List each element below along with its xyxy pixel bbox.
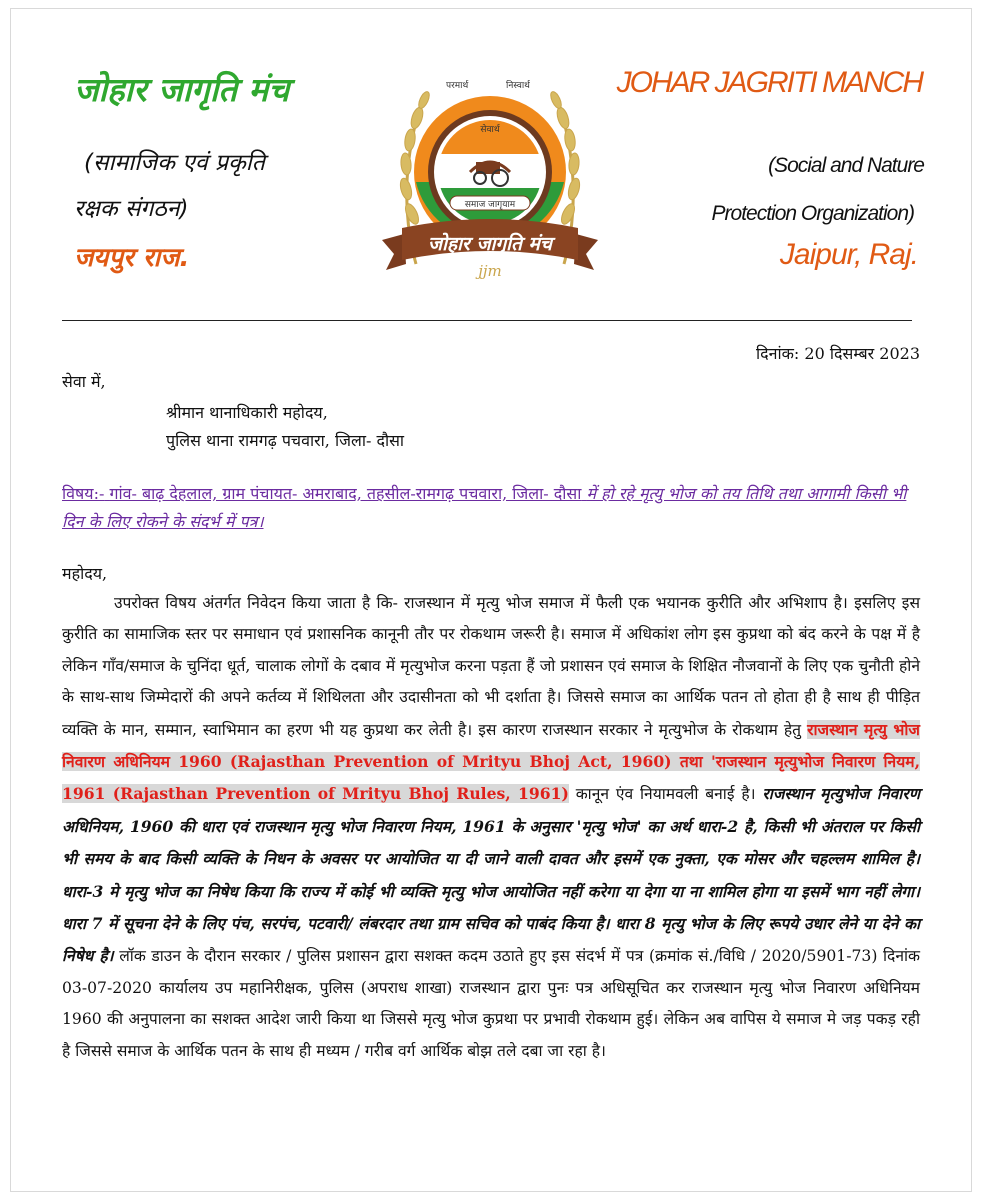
salutation: महोदय, [62, 564, 108, 583]
hindi-org-subtitle [74, 140, 354, 232]
english-subtitle-line2: Protection Organization) [711, 202, 914, 225]
english-org-subtitle [711, 142, 924, 238]
hindi-subtitle-line1: (सामाजिक एवं प्रकृति [84, 150, 265, 176]
subject-text-italic: में हो रहे मृत्यु भोज को तय तिथि तथा आगामी किसी भी दिन के लिए रोकने के संदर्भ में पत्र। [62, 484, 907, 531]
english-city: Jaipur, Raj. [779, 238, 918, 271]
letter-date: दिनांक: 20 दिसम्बर 2023 [755, 344, 920, 363]
hindi-subtitle-line2: रक्षक संगठन) [74, 196, 189, 222]
addressee-block [166, 399, 404, 455]
subject-text: गांव- बाढ़ देहलाल, ग्राम पंचायत- अमराबाद, तहसील-रामगढ़ पचवारा, जिला- दौसा [109, 484, 582, 503]
body-act-sections: राजस्थान मृत्युभोज निवारण अधिनियम, 1960 की धारा एवं राजस्थान मृत्यु भोज निवारण नियम, 1961 के अनुसार 'मृत्यु भोज' का अर्थ धारा-2 है, किसी भी अंतराल पर किसी भी समय के बाद किसी व्यक्ति के निधन के अवसर पर आयोजित या दी जाने वाली दावत और इसमें एक नुक्ता, एक मोसर और चहल्लम शामिल है। धारा-3 मे मृत्यु भोज का निषेध किया कि राज्य में कोई भी व्यक्ति मृत्यु भोज आयोजित नहीं करेगा या देगा या ना शामिल होगा या इसमें भाग नहीं लेगा। धारा 7 में सूचना देने के लिए पंच, सरपंच, पटवारी/ लंबरदार तथा ग्राम सचिव को पाबंद किया है। धारा 8 मृत्यु भोज के लिए रूपये उधार लेने या देने का निषेध है। [62, 784, 920, 966]
body-part2: कानून एंव नियामवली बनाई है। [575, 785, 756, 804]
english-org-title: JOHAR JAGRITI MANCH [616, 66, 922, 99]
addressee-line1: श्रीमान थानाधिकारी महोदय, [166, 403, 328, 422]
organization-logo [346, 64, 634, 308]
english-subtitle-line1: (Social and Nature [768, 154, 924, 177]
body-highlight-act-rules: राजस्थान मृत्यु भोज निवारण अधिनियम 1960 (Rajasthan Prevention of Mrityu Bhoj Act, 1960) तथा 'राजस्थान मृत्युभोज निवारण नियम, 1961 (Rajasthan Prevention of Mrityu Bhoj Rules, 1961) [62, 719, 920, 804]
body-part1: उपरोक्त विषय अंतर्गत निवेदन किया जाता है कि- राजस्थान में मृत्यु भोज समाज में फैली एक भयानक कुरीति और अभिशाप है। इसलिए इस कुरीति का सामाजिक स्तर पर समाधान एवं प्रशासनिक कानूनी तौर पर रोकथाम जरूरी है। समाज में अधिकांश लोग इस कुप्रथा को बंद करने के पक्ष में है लेकिन गाँव/समाज के चुनिंदा धूर्त, चालाक लोगों के दबाव में मृत्युभोज करना पड़ता हैं जो प्रशासन एवं समाज के शिक्षित नौजवानों के लिए एक चुनौती होने के साथ-साथ जिम्मेदारों की अपने कर्तव्य में शिथिलता और उदासीनता को भी दर्शाता है। जिससे समाज का आर्थिक पतन तो होता ही है साथ ही पीड़ित व्यक्ति के मान, सम्मान, स्वाभिमान का हरण भी यह कुप्रथा कर लेती है। इस कारण राजस्थान सरकार ने मृत्युभोज के रोकथाम हेतु [62, 594, 920, 739]
hindi-city: जयपुर राज. [74, 243, 190, 273]
header-divider [62, 320, 912, 321]
hindi-org-title: जोहार जागृति मंच [74, 70, 290, 109]
logo-text-niswarth: निस्वार्थ [506, 81, 530, 91]
addressee-line2: पुलिस थाना रामगढ़ पचवारा, जिला- दौसा [166, 431, 405, 450]
subject-label: विषय:- [62, 484, 105, 503]
logo-band-text: समाज जागृयाम [464, 200, 516, 210]
body-part3: लॉक डाउन के दौरान सरकार / पुलिस प्रशासन द्वारा सशक्त कदम उठाते हुए इस संदर्भ में पत्र (क्रमांक सं./विधि / 2020/5901-73) दिनांक 03-07-2020 कार्यालय उप महानिरीक्षक, पुलिस (अपराध शाखा) राजस्थान द्वारा पुनः पत्र अधिसूचित कर राजस्थान मृत्यु भोज निवारण अधिनियम 1960 की अनुपालना का सशक्त आदेश जारी किया था जिससे मृत्यु भोज कुप्रथा पर प्रभावी रोकथाम हुई। लेकिन अब वापिस ये समाज मे जड़ पकड़ रही है जिससे समाज के आर्थिक पतन के साथ ही मध्यम / गरीब वर्ग आर्थिक बोझ तले दबा जा रहा है। [62, 947, 920, 1060]
letter-subject [62, 480, 920, 536]
letter-to: सेवा में, [62, 372, 106, 391]
logo-text-sevarth: सेवार्थ [480, 125, 500, 135]
logo-ribbon-text: जोहार जागृति मंच [428, 233, 552, 255]
logo-text-paramarth: परमार्थ [446, 81, 469, 91]
logo-monogram: jjm [478, 262, 502, 280]
letter-body [62, 588, 920, 1067]
